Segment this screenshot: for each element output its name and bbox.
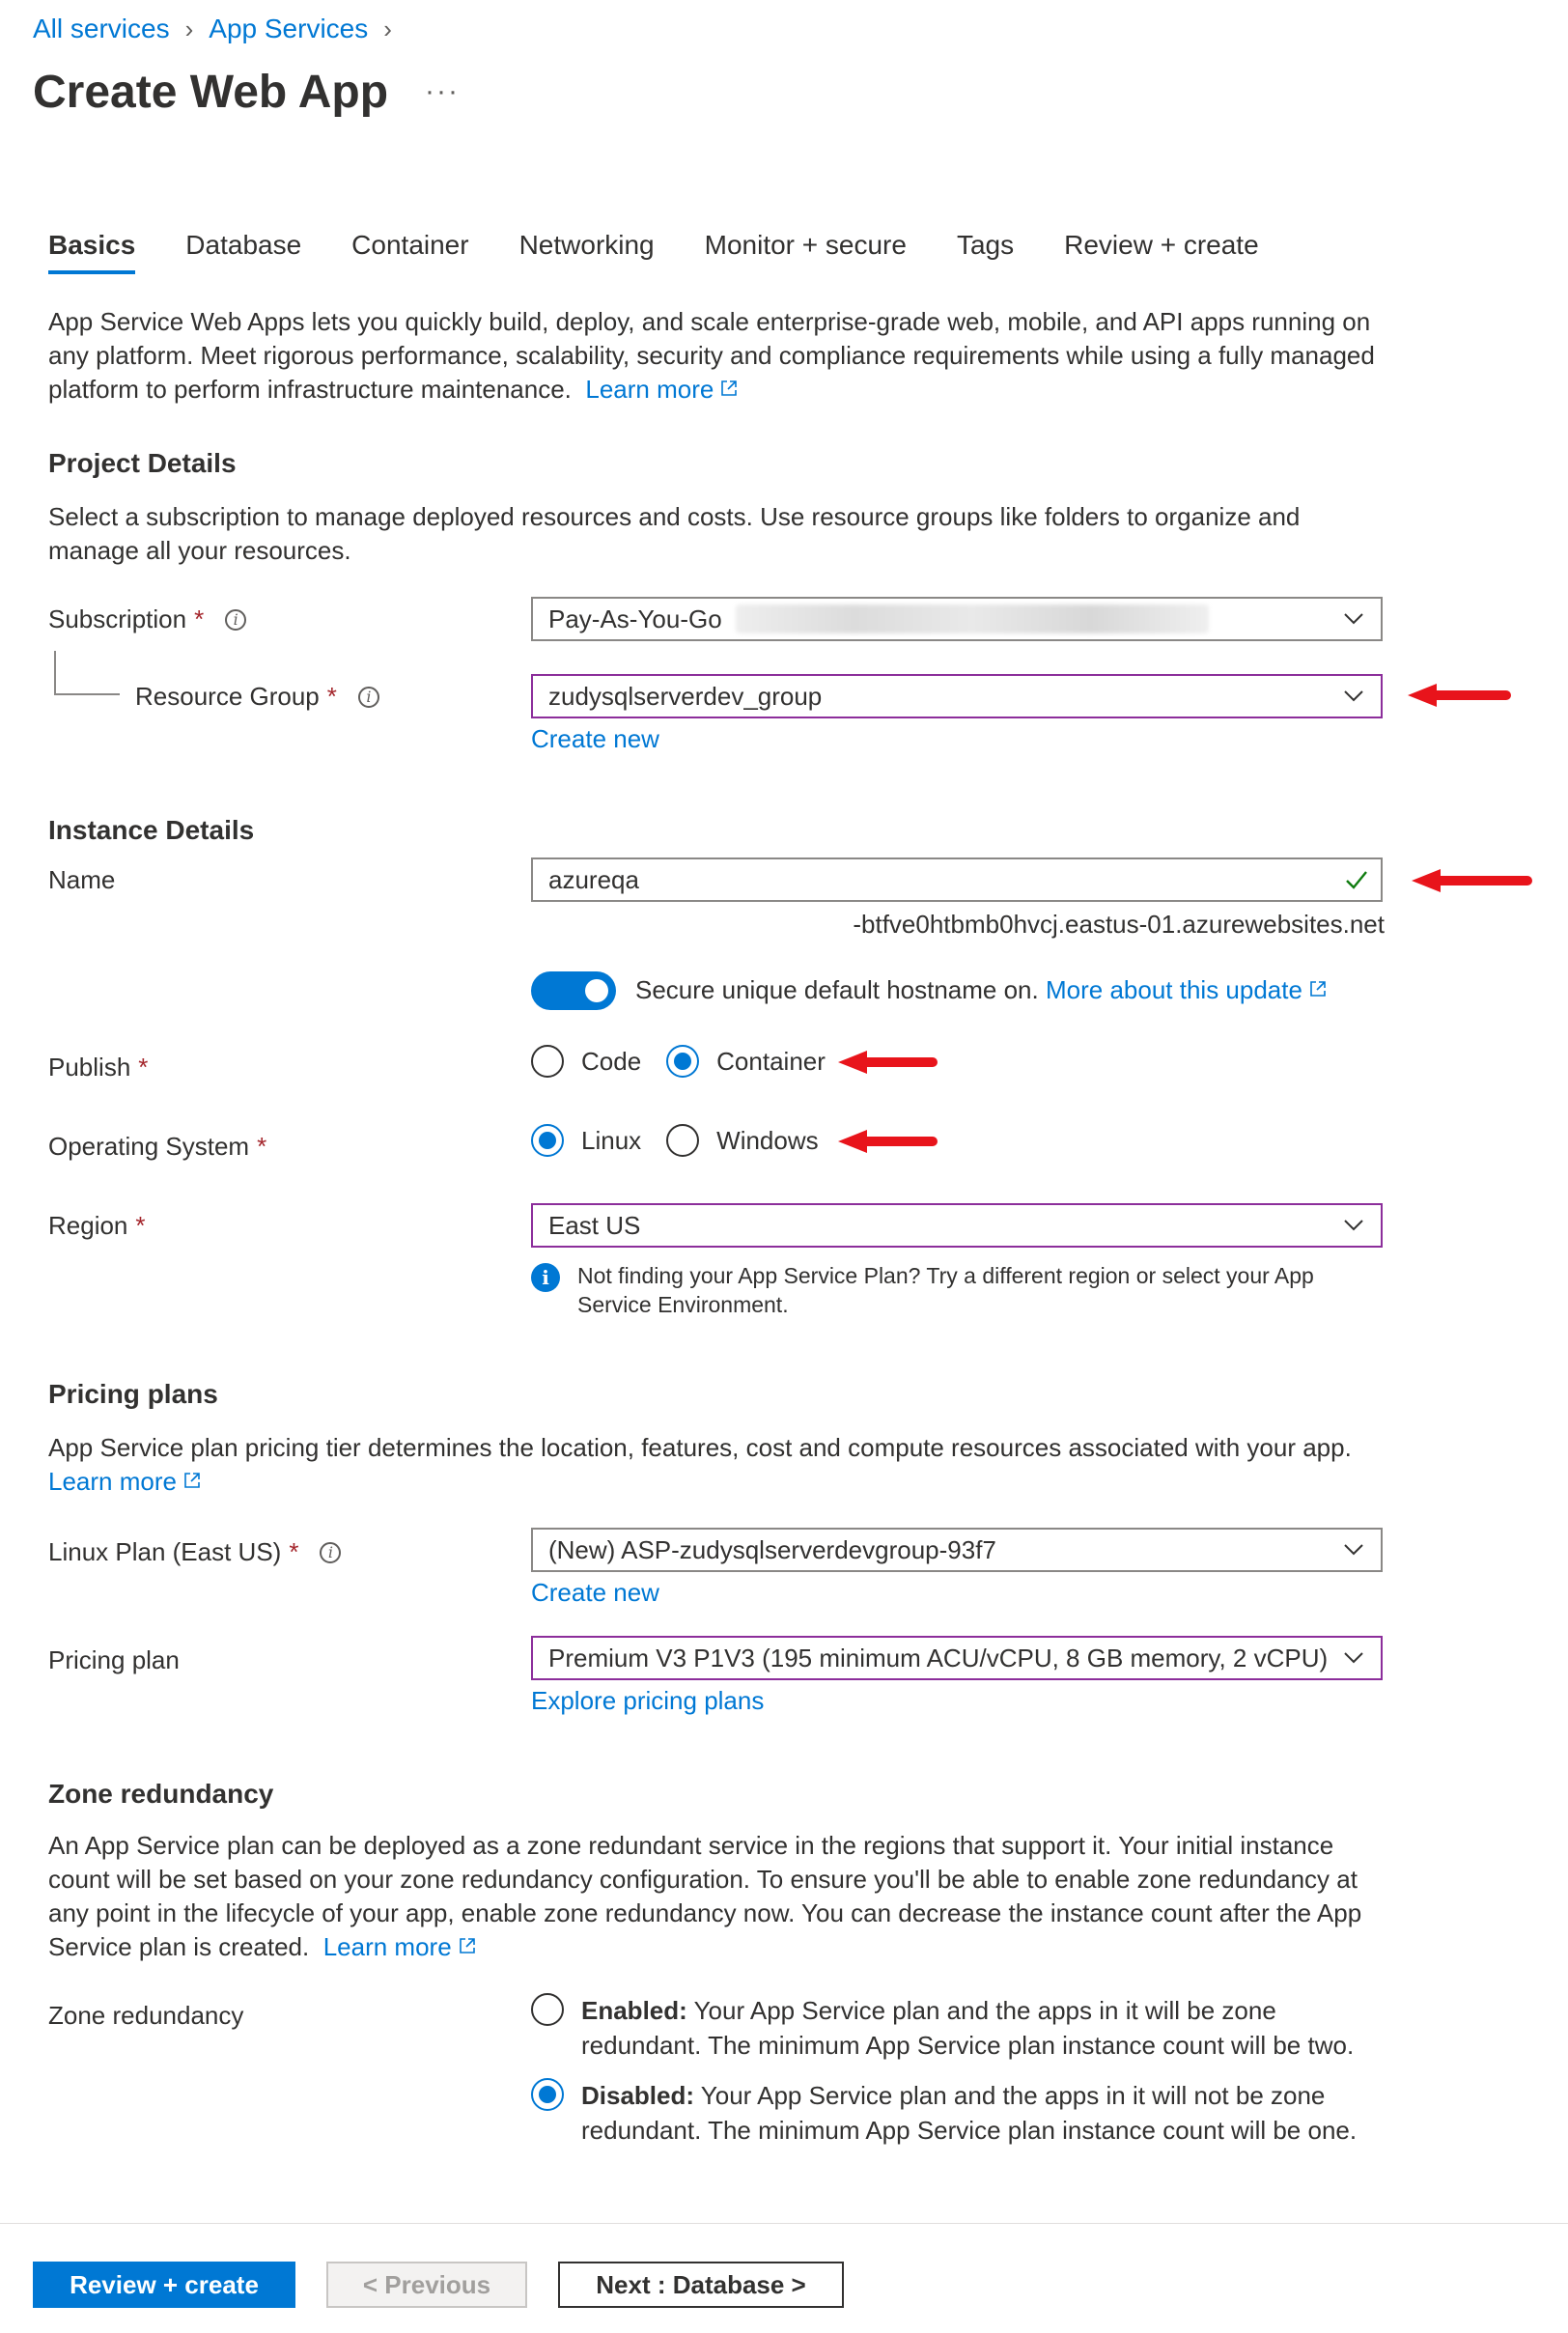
- required-marker: *: [194, 604, 205, 633]
- tab-networking[interactable]: Networking: [518, 230, 655, 260]
- check-icon: [1344, 867, 1369, 892]
- subscription-label: Subscription * i: [48, 604, 246, 634]
- required-marker: *: [257, 1132, 267, 1161]
- tab-database[interactable]: Database: [185, 230, 302, 260]
- redacted-subscription-id: [736, 604, 1209, 633]
- tab-container[interactable]: Container: [351, 230, 469, 260]
- domain-suffix: -btfve0htbmb0hvcj.eastus-01.azurewebsites.net: [853, 910, 1385, 939]
- breadcrumb-all-services[interactable]: All services: [33, 14, 170, 43]
- red-arrow-annotation: [836, 1128, 942, 1155]
- zone-redundancy-title: Zone redundancy: [48, 1779, 274, 1809]
- tab-review-create[interactable]: Review + create: [1064, 230, 1259, 260]
- more-about-update-link[interactable]: More about this update: [1046, 975, 1328, 1004]
- chevron-right-icon: ›: [184, 14, 194, 43]
- zone-learn-more-link[interactable]: Learn more: [323, 1932, 477, 1961]
- project-details-desc: Select a subscription to manage deployed resources and costs. Use resource groups like folders to organize and manage all your resources.: [48, 502, 1301, 565]
- secure-hostname-toggle[interactable]: [531, 971, 616, 1010]
- external-link-icon: [719, 379, 739, 398]
- region-select[interactable]: East US: [531, 1203, 1383, 1248]
- secure-hostname-text: Secure unique default hostname on. More about this update: [635, 975, 1328, 1005]
- os-label: Operating System *: [48, 1132, 267, 1161]
- zone-disabled-radio[interactable]: [531, 2078, 564, 2111]
- tab-monitor-secure[interactable]: Monitor + secure: [704, 230, 907, 260]
- publish-radio-group: Code Container: [531, 1045, 851, 1078]
- explore-pricing-plans-link[interactable]: Explore pricing plans: [531, 1686, 765, 1715]
- chevron-right-icon: ›: [383, 14, 392, 43]
- name-input[interactable]: azureqa: [531, 857, 1383, 902]
- intro-paragraph: [48, 305, 1390, 407]
- info-icon[interactable]: i: [358, 687, 379, 708]
- info-icon[interactable]: i: [320, 1542, 341, 1563]
- pricing-plans-title: Pricing plans: [48, 1379, 218, 1409]
- pricing-plan-label: Pricing plan: [48, 1645, 180, 1674]
- name-label: Name: [48, 865, 116, 894]
- tab-tags[interactable]: Tags: [956, 230, 1015, 260]
- more-options-icon[interactable]: ···: [425, 75, 460, 107]
- zone-disabled-option: Disabled: Your App Service plan and the apps in it will not be zone redundant. The minimum App Service plan instance count will be one.: [531, 2078, 1381, 2148]
- region-info-note: i Not finding your App Service Plan? Try a different region or select your App Service Environment.: [531, 1261, 1381, 1319]
- instance-details-title: Instance Details: [48, 815, 255, 845]
- review-create-button[interactable]: Review + create: [33, 2262, 295, 2308]
- os-linux-radio[interactable]: [531, 1124, 564, 1157]
- intro-text: App Service Web Apps lets you quickly build, deploy, and scale enterprise-grade web, mobile, and API apps running on any platform. Meet rigorous performance, scalability, security and compliance requirements while using a fully managed platform to perform infrastructure maintenance.: [48, 307, 1375, 404]
- required-marker: *: [326, 682, 337, 711]
- zone-enabled-radio[interactable]: [531, 1993, 564, 2026]
- footer-divider: [0, 2223, 1568, 2224]
- red-arrow-annotation: [1406, 682, 1516, 709]
- subscription-value: Pay-As-You-Go: [548, 604, 722, 633]
- linux-plan-label: Linux Plan (East US) * i: [48, 1537, 341, 1567]
- external-link-icon: [1308, 979, 1328, 998]
- pricing-desc-paragraph: App Service plan pricing tier determines the location, features, cost and compute resources associated with your app. Learn more: [48, 1433, 1352, 1496]
- os-windows-radio[interactable]: [666, 1124, 699, 1157]
- os-radio-group: Linux Windows: [531, 1124, 844, 1157]
- publish-code-radio[interactable]: [531, 1045, 564, 1078]
- zone-redundancy-label: Zone redundancy: [48, 2001, 244, 2030]
- region-label: Region *: [48, 1211, 146, 1240]
- info-icon[interactable]: i: [225, 609, 246, 631]
- required-marker: *: [138, 1053, 149, 1082]
- linux-plan-select[interactable]: (New) ASP-zudysqlserverdevgroup-93f7: [531, 1528, 1383, 1572]
- red-arrow-annotation: [1410, 867, 1537, 894]
- previous-button[interactable]: < Previous: [326, 2262, 527, 2308]
- chevron-down-icon: [1342, 1645, 1365, 1669]
- required-marker: *: [289, 1537, 299, 1566]
- breadcrumb-app-services[interactable]: App Services: [209, 14, 369, 43]
- pricing-plan-select[interactable]: Premium V3 P1V3 (195 minimum ACU/vCPU, 8 GB memory, 2 vCPU): [531, 1636, 1383, 1680]
- chevron-down-icon: [1342, 1537, 1365, 1560]
- page-title: Create Web App: [33, 67, 389, 118]
- tree-connector: [54, 651, 120, 695]
- zone-enabled-option: Enabled: Your App Service plan and the apps in it will be zone redundant. The minimum App Service plan instance count will be two.: [531, 1993, 1381, 2063]
- publish-container-radio[interactable]: [666, 1045, 699, 1078]
- resource-group-select[interactable]: zudysqlserverdev_group: [531, 674, 1383, 718]
- publish-label: Publish *: [48, 1053, 149, 1082]
- pricing-learn-more-link[interactable]: Learn more: [48, 1467, 202, 1496]
- chevron-down-icon: [1342, 606, 1365, 630]
- subscription-select[interactable]: [531, 597, 1383, 641]
- resource-group-label: Resource Group * i: [135, 682, 379, 712]
- create-new-resource-group-link[interactable]: Create new: [531, 724, 659, 753]
- breadcrumb: [33, 14, 392, 44]
- external-link-icon: [182, 1471, 202, 1490]
- external-link-icon: [458, 1936, 477, 1955]
- intro-learn-more-link[interactable]: Learn more: [585, 375, 739, 404]
- tab-basics[interactable]: Basics: [48, 230, 135, 274]
- tab-bar: [48, 230, 1309, 274]
- project-details-title: Project Details: [48, 448, 237, 478]
- chevron-down-icon: [1342, 1213, 1365, 1236]
- create-new-plan-link[interactable]: Create new: [531, 1578, 659, 1607]
- info-icon: i: [531, 1263, 560, 1292]
- zone-desc-paragraph: An App Service plan can be deployed as a zone redundant service in the regions that support it. Your initial instance count will be set based on your zone redundancy configuration. To ensure you'll be able to enable zone redundancy at any point in the lifecycle of your app, enable zone redundancy now. You can decrease the instance count after the App Service plan is created. Learn more: [48, 1831, 1362, 1961]
- required-marker: *: [135, 1211, 146, 1240]
- next-database-button[interactable]: Next : Database >: [558, 2262, 844, 2308]
- red-arrow-annotation: [836, 1049, 942, 1076]
- chevron-down-icon: [1342, 684, 1365, 707]
